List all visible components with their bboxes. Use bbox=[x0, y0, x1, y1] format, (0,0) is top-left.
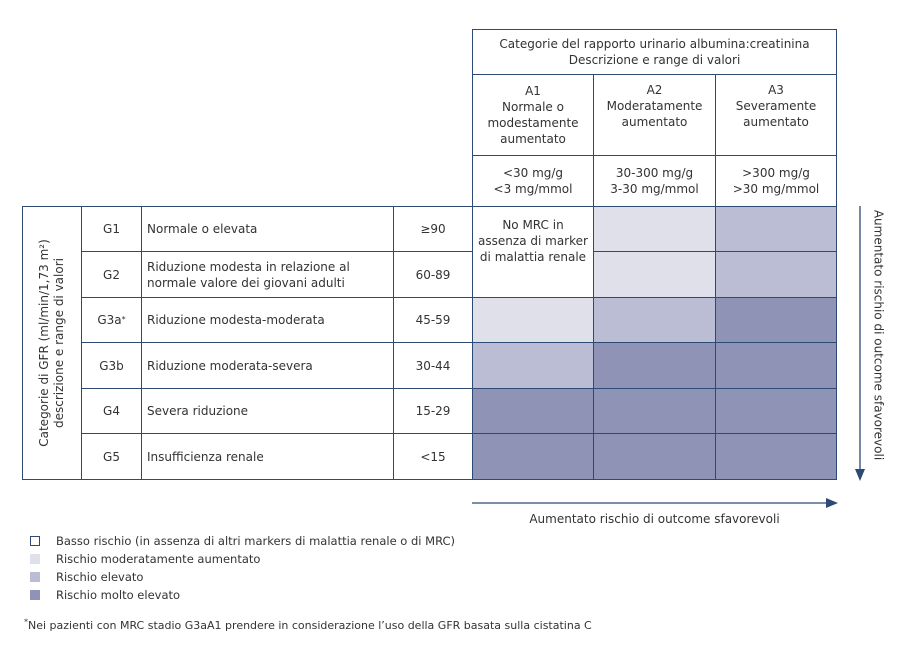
risk-cell-g5-a3 bbox=[715, 433, 837, 480]
gfr-code: G1 bbox=[103, 222, 120, 236]
vertical-risk-arrow bbox=[852, 205, 868, 483]
gfr-desc: Insufficienza renale bbox=[147, 449, 264, 464]
gfr-code: G5 bbox=[103, 449, 120, 464]
risk-cell-g4-a3 bbox=[715, 388, 837, 434]
col-header-a1 bbox=[472, 74, 594, 156]
gfr-code-cell bbox=[81, 433, 142, 480]
gfr-side-label-line1: Categorie di GFR (ml/min/1,73 m²) bbox=[37, 239, 51, 447]
gfr-range-cell bbox=[393, 297, 473, 343]
legend-swatch bbox=[30, 590, 40, 600]
gfr-range-cell bbox=[393, 206, 473, 252]
no-ckd-note-line2: assenza di marker bbox=[478, 234, 588, 248]
risk-cell-g2-a2 bbox=[593, 251, 716, 298]
legend-swatch bbox=[30, 572, 40, 582]
risk-cell-g3a-a1 bbox=[472, 297, 594, 343]
albuminuria-title-line1: Categorie del rapporto urinario albumina:creatinina bbox=[499, 37, 810, 51]
col-range-a2 bbox=[593, 155, 716, 207]
gfr-range: <15 bbox=[420, 449, 446, 464]
risk-cell-g5-a2 bbox=[593, 433, 716, 480]
footnote-text: Nei pazienti con MRC stadio G3aA1 prendere in considerazione l’uso della GFR basata sulla cistatina C bbox=[28, 619, 592, 632]
risk-cell-g3a-a3 bbox=[715, 297, 837, 343]
legend-item bbox=[30, 551, 260, 567]
gfr-code-cell: G3a * bbox=[81, 297, 142, 343]
col-desc-a1-l1: Normale o bbox=[502, 100, 564, 114]
gfr-code-cell bbox=[81, 206, 142, 252]
gfr-code-cell bbox=[81, 251, 142, 298]
gfr-desc: Riduzione modesta-moderata bbox=[147, 313, 325, 327]
gfr-range: 45-59 bbox=[415, 313, 451, 327]
gfr-range: 60-89 bbox=[415, 267, 451, 282]
footnote-marker: * bbox=[24, 617, 28, 627]
legend-label: Rischio molto elevato bbox=[56, 588, 181, 602]
legend-swatch bbox=[30, 536, 40, 546]
col-range-a3-l1: >300 mg/g bbox=[742, 166, 810, 180]
gfr-code-cell bbox=[81, 342, 142, 389]
gfr-range: ≥90 bbox=[420, 222, 446, 236]
gfr-desc: Normale o elevata bbox=[147, 222, 258, 236]
gfr-range-cell bbox=[393, 251, 473, 298]
gfr-desc-cell bbox=[141, 388, 394, 434]
risk-cell-g3a-a2 bbox=[593, 297, 716, 343]
no-ckd-note-cell bbox=[472, 206, 594, 298]
footnote bbox=[24, 619, 592, 632]
no-ckd-note-line1: No MRC in bbox=[502, 218, 564, 232]
col-code-a2: A2 bbox=[646, 83, 663, 97]
risk-cell-g4-a2 bbox=[593, 388, 716, 434]
gfr-range-cell bbox=[393, 388, 473, 434]
legend-item bbox=[30, 569, 143, 585]
col-desc-a3-l1: Severamente bbox=[735, 99, 817, 113]
col-header-a2 bbox=[593, 74, 716, 156]
no-ckd-note-line3: di malattia renale bbox=[479, 250, 587, 264]
col-desc-a1-l3: aumentato bbox=[500, 132, 566, 146]
col-code-a3: A3 bbox=[768, 83, 784, 97]
col-desc-a3-l2: aumentato bbox=[743, 115, 809, 129]
gfr-side-label-line2: descrizione e range di valori bbox=[52, 258, 66, 428]
gfr-desc: Riduzione modesta in relazione al normale valore dei giovani adulti bbox=[147, 259, 350, 290]
gfr-range-cell bbox=[393, 433, 473, 480]
legend-label: Rischio moderatamente aumentato bbox=[56, 552, 261, 566]
vertical-risk-label: Aumentato rischio di outcome sfavorevoli bbox=[871, 209, 886, 461]
gfr-side-label bbox=[37, 239, 67, 447]
gfr-desc-cell bbox=[141, 433, 394, 480]
legend-label: Rischio elevato bbox=[56, 570, 144, 584]
gfr-desc: Severa riduzione bbox=[147, 404, 249, 418]
albuminuria-header-title bbox=[472, 29, 837, 75]
col-desc-a2-l1: Moderatamente bbox=[606, 99, 703, 113]
gfr-code: G3a bbox=[97, 313, 122, 327]
horizontal-risk-arrow bbox=[470, 496, 840, 510]
risk-cell-g3b-a1 bbox=[472, 342, 594, 389]
legend-item bbox=[30, 533, 455, 549]
risk-cell-g4-a1 bbox=[472, 388, 594, 434]
gfr-desc-cell bbox=[141, 297, 394, 343]
gfr-desc-cell bbox=[141, 206, 394, 252]
legend-label: Basso rischio (in assenza di altri markers di malattia renale o di MRC) bbox=[56, 534, 456, 548]
gfr-code-cell bbox=[81, 388, 142, 434]
horizontal-risk-label: Aumentato rischio di outcome sfavorevoli bbox=[529, 512, 780, 526]
col-range-a1-l2: <3 mg/mmol bbox=[493, 182, 573, 196]
albuminuria-title-line2: Descrizione e range di valori bbox=[568, 53, 741, 67]
col-header-a3 bbox=[715, 74, 837, 156]
gfr-desc-cell bbox=[141, 342, 394, 389]
gfr-range: 30-44 bbox=[415, 358, 451, 373]
risk-cell-g1-a3 bbox=[715, 206, 837, 252]
risk-cell-g3b-a2 bbox=[593, 342, 716, 389]
risk-cell-g3b-a3 bbox=[715, 342, 837, 389]
col-desc-a1-l2: modestamente bbox=[487, 116, 579, 130]
gfr-desc: Riduzione moderata-severa bbox=[147, 358, 313, 373]
gfr-code: G4 bbox=[103, 404, 120, 418]
col-range-a1-l1: <30 mg/g bbox=[502, 166, 564, 180]
gfr-range: 15-29 bbox=[415, 404, 451, 418]
gfr-desc-cell bbox=[141, 251, 394, 298]
col-code-a1: A1 bbox=[525, 84, 541, 98]
col-range-a2-l1: 30-300 mg/g bbox=[615, 166, 694, 180]
col-range-a1 bbox=[472, 155, 594, 207]
col-range-a2-l2: 3-30 mg/mmol bbox=[610, 182, 699, 196]
col-range-a3-l2: >30 mg/mmol bbox=[732, 182, 820, 196]
gfr-range-cell bbox=[393, 342, 473, 389]
risk-cell-g1-a2 bbox=[593, 206, 716, 252]
gfr-code: G3b bbox=[99, 358, 124, 373]
risk-cell-g5-a1 bbox=[472, 433, 594, 480]
col-desc-a2-l2: aumentato bbox=[621, 115, 688, 129]
legend-swatch bbox=[30, 554, 40, 564]
legend-item bbox=[30, 587, 180, 603]
risk-cell-g2-a3 bbox=[715, 251, 837, 298]
col-range-a3 bbox=[715, 155, 837, 207]
gfr-code: G2 bbox=[103, 267, 120, 282]
